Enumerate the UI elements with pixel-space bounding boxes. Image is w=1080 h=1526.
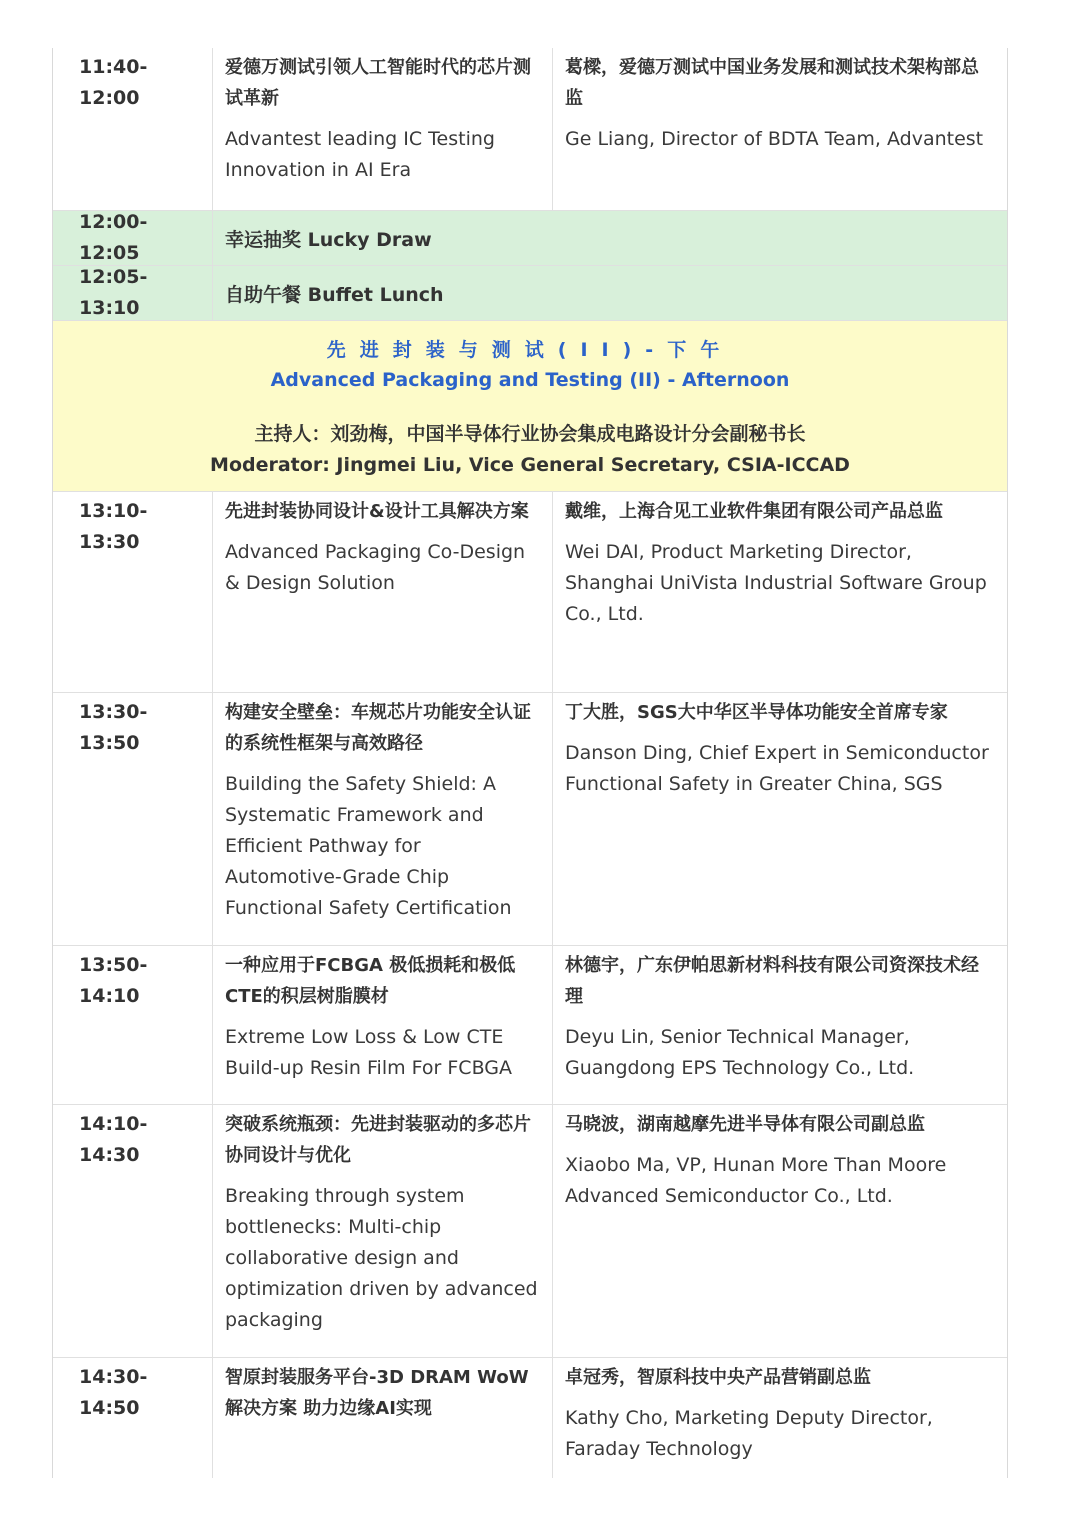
topic-cell: [213, 946, 553, 1104]
break-label-cell: [213, 211, 1007, 265]
topic-zh: 智原封装服务平台-3D DRAM WoW解决方案 助力边缘AI实现: [225, 1367, 529, 1419]
time-cell: [53, 1358, 213, 1478]
table-row: [53, 693, 1007, 946]
topic-cell: [213, 48, 553, 210]
topic-en: Building the Safety Shield: A Systematic Framework and Efficient Pathway for Automotive-Grade Chip Functional Safety Certification: [225, 773, 512, 919]
time-slot: 13:30-13:50: [79, 701, 148, 754]
time-cell: [53, 266, 213, 320]
time-cell: [53, 1105, 213, 1357]
topic-en: Breaking through system bottlenecks: Multi-chip collaborative design and optimization driven by advanced packaging: [225, 1185, 538, 1331]
speaker-en: Xiaobo Ma, VP, Hunan More Than Moore Advanced Semiconductor Co., Ltd.: [565, 1154, 947, 1207]
break-label: 幸运抽奖 Lucky Draw: [225, 228, 432, 251]
speaker-zh: 卓冠秀，智原科技中央产品营销副总监: [565, 1367, 871, 1388]
moderator-zh: 主持人：刘劲梅，中国半导体行业协会集成电路设计分会副秘书长: [254, 423, 806, 445]
speaker-en: Deyu Lin, Senior Technical Manager, Guangdong EPS Technology Co., Ltd.: [565, 1026, 915, 1079]
speaker-zh: 马晓波，湖南越摩先进半导体有限公司副总监: [565, 1114, 925, 1135]
speaker-en: Danson Ding, Chief Expert in Semiconductor Functional Safety in Greater China, SGS: [565, 742, 989, 795]
time-slot: 14:10-14:30: [79, 1113, 148, 1166]
table-row: [53, 1358, 1007, 1478]
topic-zh: 突破系统瓶颈：先进封装驱动的多芯片协同设计与优化: [225, 1114, 531, 1166]
session-header: [53, 321, 1007, 407]
speaker-zh: 林德宇，广东伊帕思新材料科技有限公司资深技术经理: [565, 955, 979, 1007]
topic-zh: 一种应用于FCBGA 极低损耗和极低CTE的积层树脂膜材: [225, 955, 516, 1007]
time-slot: 12:00-12:05: [79, 211, 148, 264]
topic-zh: 构建安全壁垒：车规芯片功能安全认证的系统性框架与高效路径: [225, 702, 531, 754]
speaker-en: Kathy Cho, Marketing Deputy Director, Faraday Technology: [565, 1407, 933, 1460]
speaker-en: Ge Liang, Director of BDTA Team, Advantest: [565, 128, 984, 150]
topic-zh: 爱德万测试引领人工智能时代的芯片测试革新: [225, 57, 531, 109]
time-cell: [53, 492, 213, 692]
topic-en: Extreme Low Loss & Low CTE Build-up Resin Film For FCBGA: [225, 1026, 512, 1079]
topic-en: Advanced Packaging Co-Design & Design Solution: [225, 541, 526, 594]
time-slot: 13:50-14:10: [79, 954, 148, 1007]
speaker-cell: [553, 693, 1007, 945]
time-cell: [53, 211, 213, 265]
speaker-cell: [553, 946, 1007, 1104]
time-slot: 13:10-13:30: [79, 500, 148, 553]
topic-cell: [213, 492, 553, 692]
break-row: [53, 211, 1007, 266]
speaker-zh: 戴维，上海合见工业软件集团有限公司产品总监: [565, 501, 943, 522]
table-row: [53, 48, 1007, 211]
speaker-zh: 葛樑，爱德万测试中国业务发展和测试技术架构部总监: [565, 57, 979, 109]
session-title-zh: 先进封装与测试(II)-下午: [326, 339, 734, 361]
break-row: [53, 266, 1007, 321]
topic-en: Advantest leading IC Testing Innovation in AI Era: [225, 128, 495, 181]
topic-zh: 先进封装协同设计&设计工具解决方案: [225, 501, 529, 522]
topic-cell: [213, 1105, 553, 1357]
break-label-cell: [213, 266, 1007, 320]
speaker-cell: [553, 1358, 1007, 1478]
speaker-cell: [553, 492, 1007, 692]
speaker-cell: [553, 1105, 1007, 1357]
agenda-table: [52, 48, 1008, 1478]
speaker-cell: [553, 48, 1007, 210]
moderator-row: [53, 407, 1007, 492]
table-row: [53, 492, 1007, 693]
time-cell: [53, 693, 213, 945]
table-row: [53, 946, 1007, 1105]
moderator-en: Moderator: Jingmei Liu, Vice General Secretary, CSIA-ICCAD: [210, 454, 850, 476]
topic-cell: [213, 693, 553, 945]
time-slot: 14:30-14:50: [79, 1366, 148, 1419]
break-label: 自助午餐 Buffet Lunch: [225, 283, 444, 306]
time-slot: 11:40-12:00: [79, 56, 148, 109]
time-slot: 12:05-13:10: [79, 266, 148, 319]
speaker-zh: 丁大胜，SGS大中华区半导体功能安全首席专家: [565, 702, 948, 723]
topic-cell: [213, 1358, 553, 1478]
session-title-en: Advanced Packaging and Testing (II) - Afternoon: [270, 369, 790, 391]
table-row: [53, 1105, 1007, 1358]
speaker-en: Wei DAI, Product Marketing Director, Shanghai UniVista Industrial Software Group Co., Ltd.: [565, 541, 987, 625]
time-cell: [53, 946, 213, 1104]
time-cell: [53, 48, 213, 210]
